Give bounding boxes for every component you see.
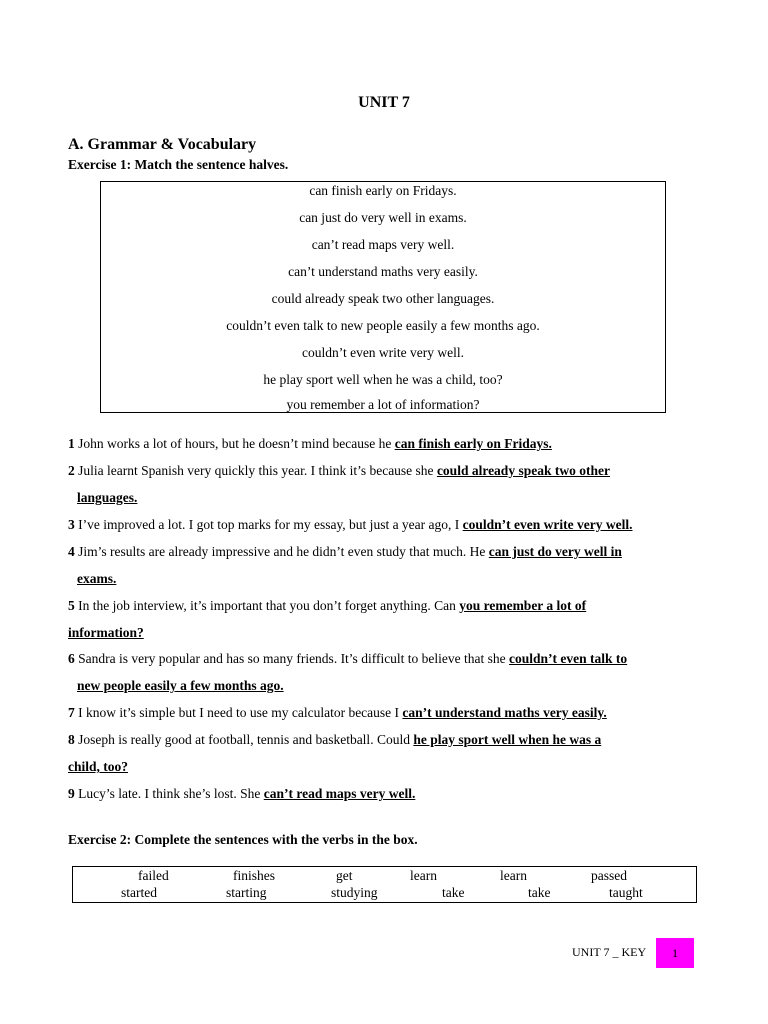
- sentence-number: 5: [68, 598, 75, 613]
- box-line: could already speak two other languages.: [271, 291, 495, 306]
- sentence-answer: he play sport well when he was a: [413, 732, 602, 747]
- verb-word: starting: [226, 885, 267, 900]
- box-line: can finish early on Fridays.: [309, 183, 457, 198]
- section-heading: A. Grammar & Vocabulary: [68, 136, 257, 153]
- sentence-answer: couldn’t even talk to: [509, 651, 628, 666]
- sentence-answer: can’t understand maths very easily.: [402, 705, 607, 720]
- sentence-8: [68, 732, 601, 748]
- verb-word: finishes: [233, 868, 275, 883]
- sentence-answer: couldn’t even write very well.: [462, 517, 633, 532]
- sentence-number: 7: [68, 705, 75, 720]
- box-line: can just do very well in exams.: [299, 210, 467, 225]
- sentence-answer: can just do very well in: [488, 544, 622, 559]
- verb-word: passed: [591, 868, 627, 883]
- sentence-2: [68, 463, 610, 479]
- verb-word: take: [442, 885, 465, 900]
- sentence-text: Jim’s results are already impressive and he didn’t even study that much. He: [74, 544, 489, 559]
- sentence-answer: information?: [68, 625, 144, 640]
- sentence-2-continuation: [77, 490, 137, 506]
- box-line: can’t understand maths very easily.: [288, 264, 478, 279]
- sentence-text: Joseph is really good at football, tennis and basketball. Could: [74, 732, 414, 747]
- sentence-text: John works a lot of hours, but he doesn’t mind because he: [74, 436, 395, 451]
- sentence-9: [68, 786, 415, 802]
- exercise2-title: Exercise 2: Complete the sentences with the verbs in the box.: [68, 832, 418, 847]
- sentence-number: 4: [68, 544, 75, 559]
- sentence-5: [68, 598, 586, 614]
- verb-word: started: [121, 885, 157, 900]
- box-line: you remember a lot of information?: [286, 397, 480, 412]
- sentence-4: [68, 544, 622, 560]
- box-line: can’t read maps very well.: [311, 237, 455, 252]
- sentence-halves-box: [100, 181, 666, 413]
- verb-word: get: [336, 868, 353, 883]
- sentence-text: Lucy’s late. I think she’s lost. She: [74, 786, 264, 801]
- box-line: couldn’t even write very well.: [301, 345, 465, 360]
- box-line: he play sport well when he was a child, too?: [263, 372, 503, 387]
- sentence-answer: exams.: [77, 571, 117, 586]
- footer-label: UNIT 7 _ KEY: [572, 945, 647, 959]
- sentence-text: I know it’s simple but I need to use my calculator because I: [74, 705, 403, 720]
- verb-word: learn: [410, 868, 437, 883]
- verb-word: failed: [138, 868, 169, 883]
- sentence-number: 3: [68, 517, 75, 532]
- sentence-8-continuation: [68, 759, 128, 775]
- sentence-1: [68, 436, 552, 452]
- sentence-answer: could already speak two other: [436, 463, 610, 478]
- sentence-6: [68, 651, 627, 667]
- exercise1-title: Exercise 1: Match the sentence halves.: [68, 157, 289, 172]
- sentence-6-continuation: [77, 678, 284, 694]
- box-line: couldn’t even talk to new people easily a few months ago.: [226, 318, 540, 333]
- sentence-number: 9: [68, 786, 75, 801]
- verbs-box: [72, 866, 697, 903]
- sentence-4-continuation: [77, 571, 116, 587]
- sentence-text: Julia learnt Spanish very quickly this year. I think it’s because she: [74, 463, 437, 478]
- sentence-number: 2: [68, 463, 75, 478]
- sentence-answer: child, too?: [68, 759, 129, 774]
- sentence-answer: you remember a lot of: [459, 598, 587, 613]
- sentence-text: I’ve improved a lot. I got top marks for my essay, but just a year ago, I: [74, 517, 463, 532]
- verb-word: studying: [331, 885, 378, 900]
- verb-word: learn: [500, 868, 527, 883]
- sentence-3: [68, 517, 633, 533]
- sentence-answer: languages.: [77, 490, 138, 505]
- sentence-number: 6: [68, 651, 75, 666]
- verb-word: taught: [609, 885, 643, 900]
- sentence-text: Sandra is very popular and has so many friends. It’s difficult to believe that she: [74, 651, 510, 666]
- sentence-number: 1: [68, 436, 75, 451]
- unit-title: UNIT 7: [358, 94, 410, 111]
- sentence-answer: new people easily a few months ago.: [77, 678, 284, 693]
- page-number-badge: 1: [656, 938, 694, 968]
- sentence-text: In the job interview, it’s important that you don’t forget anything. Can: [74, 598, 460, 613]
- sentence-5-continuation: [68, 625, 144, 641]
- verb-word: take: [528, 885, 551, 900]
- sentence-answer: can’t read maps very well.: [263, 786, 416, 801]
- sentence-answer: can finish early on Fridays.: [394, 436, 552, 451]
- sentence-7: [68, 705, 607, 721]
- sentence-number: 8: [68, 732, 75, 747]
